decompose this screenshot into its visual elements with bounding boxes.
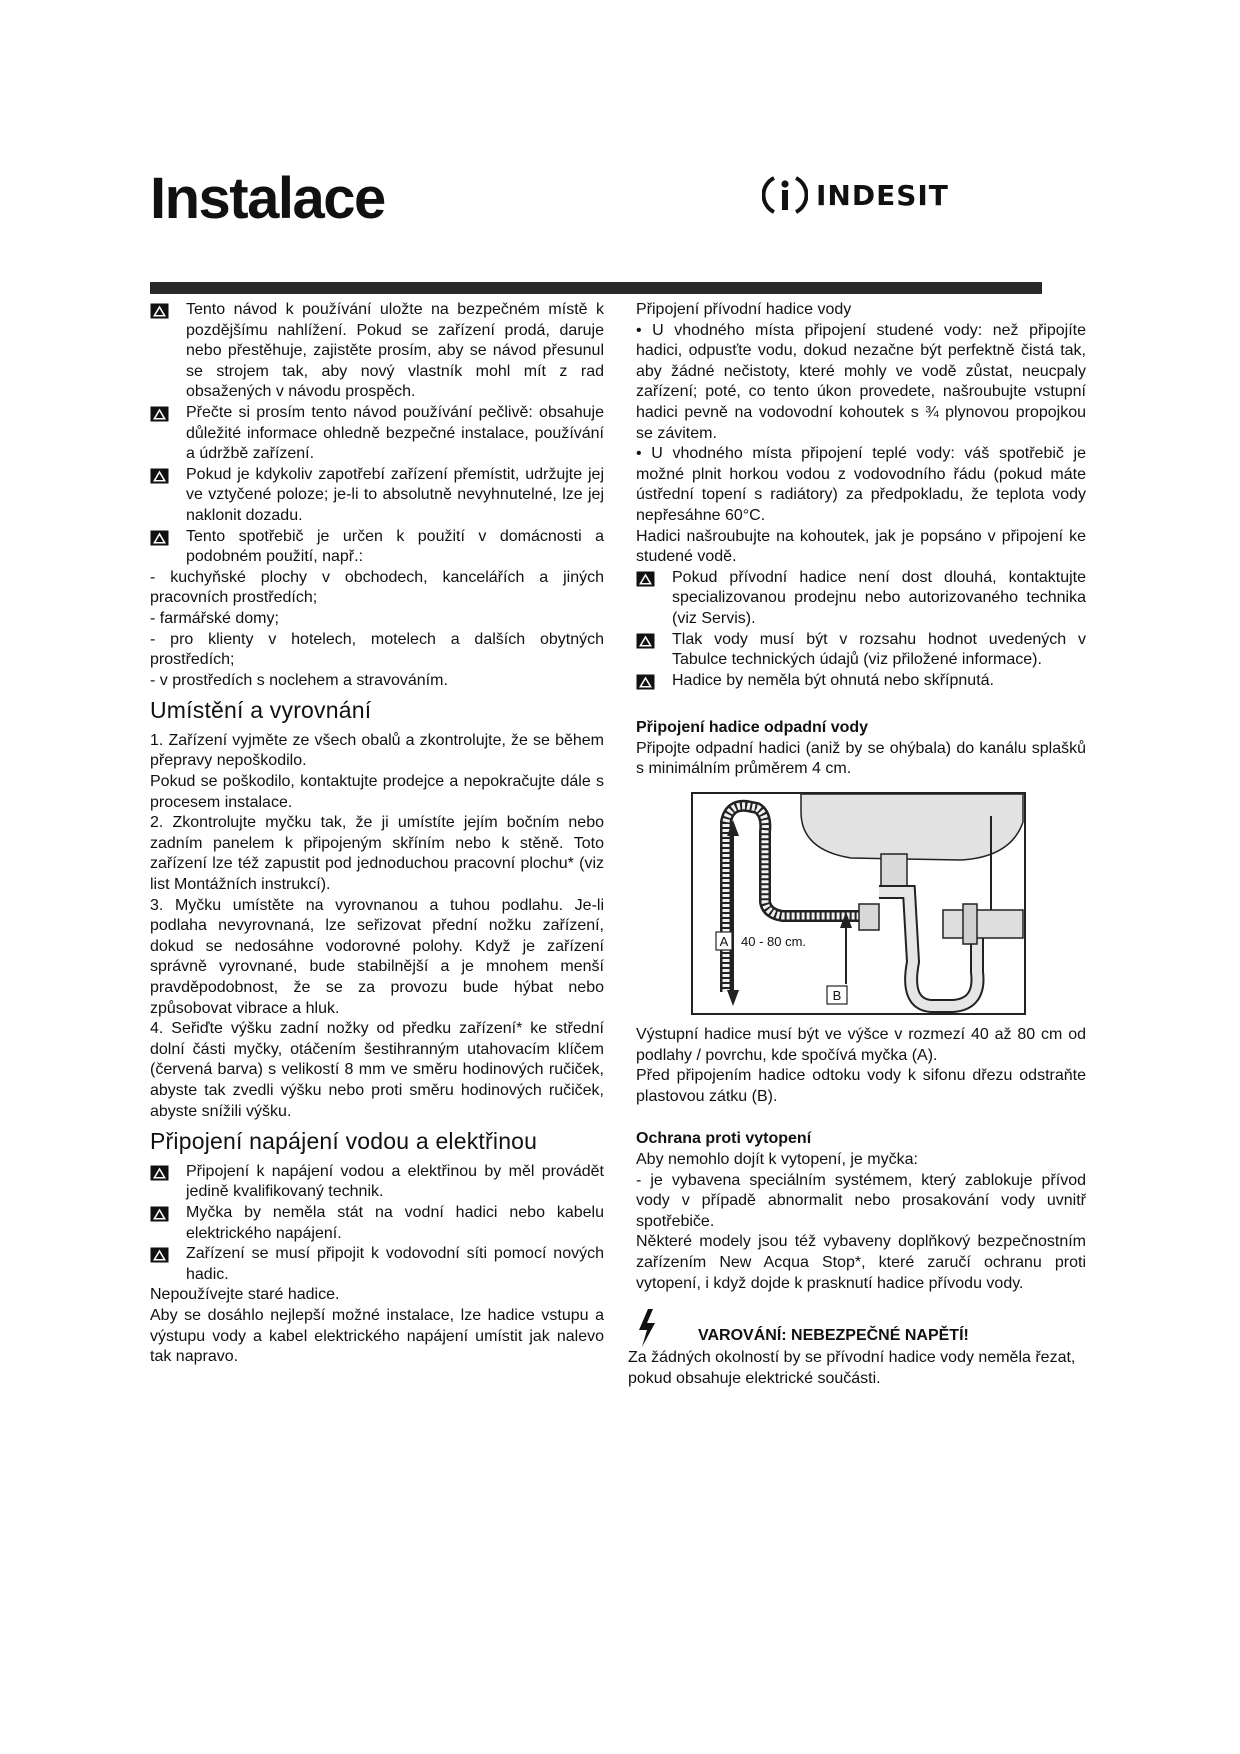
indesit-info-icon (762, 172, 808, 218)
warning-icon (150, 1162, 186, 1188)
warning-icon (150, 1244, 186, 1270)
warning-icon (150, 465, 186, 491)
placement-paragraph: 4. Seřiďte výšku zadní nožky od předku zařízení* ke střední dolní části myčky, otáčením šestihranným utahovacím klíčem (červená barva) s velikostí 8 mm ve směru hodinových ručiček, abyste tak zvedli výšku nebo proti směru hodinových ručiček, abyste snížili výšku. (150, 1020, 604, 1120)
use-list-item: - farmářské domy; (150, 609, 279, 627)
warning-icon (150, 300, 186, 326)
flood-paragraph: - je vybavena speciálním systémem, který zablokuje přívod vody v případě abnormalit nebo prosakování vody uvnitř spotřebiče. (636, 1171, 1086, 1230)
label-a: A (719, 934, 729, 950)
placement-paragraph: 2. Zkontrolujte myčku tak, že ji umístíte jejím bočním nebo zadním panelem k připojeným skříním nebo k stěně. Toto zařízení lze též zapustit pod jednoduchou pracovní plochu* (viz list Montážních instrukcí). (150, 814, 604, 894)
warning-item (636, 568, 1086, 630)
flood-heading: Ochrana proti vytopení (636, 1130, 812, 1148)
inlet-paragraph: Hadici našroubujte na kohoutek, jak je popsáno v připojení ke studené vodě. (636, 527, 1086, 566)
warning-triangle-icon (150, 1206, 169, 1222)
warning-text: Přečte si prosím tento návod používání pečlivě: obsahuje důležité informace ohledně bezpečné instalace, používání a údržbě zařízení. (186, 403, 604, 463)
flood-paragraph: Aby nemohlo dojít k vytopení, je myčka: (636, 1151, 918, 1169)
warning-text: Pokud je kdykoliv zapotřebí zařízení přemístit, udržujte jej ve vztyčené poloze; je-li to absolutně nevyhnutelné, lze jej naklonit dozadu. (186, 465, 604, 524)
warning-item (636, 671, 1086, 697)
warning-triangle-icon (150, 406, 169, 422)
lightning-icon (636, 1308, 658, 1348)
use-list-item: - pro klienty v hotelech, motelech a dalších obytných prostředích; (150, 630, 604, 669)
outlet-heading: Připojení hadice odpadní vody (636, 719, 869, 737)
title-rule (150, 282, 1042, 294)
warning-item (150, 465, 604, 527)
warning-icon (150, 403, 186, 429)
flood-paragraph: Některé modely jsou též vybaveny doplňkový bezpečnostním zařízením New Acqua Stop*, které zaručí ochranu proti vytopení, i když dojde k prasknutí hadice přívodu vody. (636, 1233, 1086, 1292)
voltage-warning (636, 1308, 1086, 1348)
drain-hose-diagram (691, 792, 1026, 1015)
warning-item (150, 1244, 604, 1285)
use-list-item: - kuchyňské plochy v obchodech, kancelářích a jiných pracovních prostředích; (150, 568, 604, 607)
warning-item (150, 527, 604, 568)
inlet-heading: Připojení přívodní hadice vody (636, 301, 852, 318)
connection-paragraph: Nepoužívejte staré hadice. (150, 1286, 340, 1304)
warning-triangle-icon (150, 468, 169, 484)
page-title: Instalace (150, 166, 385, 231)
warning-triangle-icon (150, 530, 169, 546)
outlet-paragraph: Výstupní hadice musí být ve výšce v rozmezí 40 až 80 cm od podlahy / povrchu, kde spočívá myčka (A). (636, 1026, 1086, 1064)
voltage-text: Za žádných okolností by se přívodní hadice vody neměla řezat, pokud obsahuje elektrické součásti. (628, 1349, 1076, 1387)
connection-heading: Připojení napájení vodou a elektřinou (150, 1128, 538, 1155)
range-label: 40 - 80 cm. (741, 934, 807, 950)
warning-icon (636, 568, 672, 594)
warning-triangle-icon (150, 303, 169, 319)
warning-item (150, 1162, 604, 1203)
placement-heading: Umístění a vyrovnání (150, 697, 372, 724)
warning-text: Pokud přívodní hadice není dost dlouhá, kontaktujte specializovanou prodejnu nebo autorizovaného technika (viz Servis). (672, 568, 1086, 627)
warning-text: Připojení k napájení vodou a elektřinou by měl provádět jedině kvalifikovaný technik. (186, 1162, 604, 1201)
warning-item (150, 300, 604, 403)
warning-text: Zařízení se musí připojit k vodovodní síti pomocí nových hadic. (186, 1245, 604, 1283)
warning-triangle-icon (150, 1165, 169, 1181)
warning-icon (636, 671, 672, 697)
inlet-paragraph: • U vhodného místa připojení studené vody: než připojíte hadici, odpusťte vodu, dokud nezačne být perfektně čistá tak, aby žádné nečistoty, které mohly ve vodě zůstat, neucpaly zařízení; poté, co tento úkon provedete, našroubujte vstupní hadici pevně na vodovodní kohoutek s ¾ plynovou propojkou se závitem. (636, 321, 1086, 442)
warning-text: Tento návod k používání uložte na bezpečném místě k pozdějšímu nahlížení. Pokud se zařízení prodá, daruje nebo přestěhuje, zajistěte prosím, aby se návod přesunul se strojem tak, aby nový vlastník mohl mít z rad obsažených v návodu prospěch. (186, 301, 604, 401)
warning-triangle-icon (636, 674, 655, 690)
warning-text: Tento spotřebič je určen k použití v domácnosti a podobném použití, např.: (186, 527, 604, 566)
inlet-paragraph: • U vhodného místa připojení teplé vody: váš spotřebič je možné plnit horkou vodou z vodovodního řádu (pokud máte ústřední topení s radiátory) za předpokladu, že teplota vody nepřesáhne 60°C. (636, 445, 1086, 524)
brand-logo (762, 170, 949, 220)
brand-name: INDESIT (816, 178, 949, 212)
voltage-heading: VAROVÁNÍ: NEBEZPEČNÉ NAPĚTÍ! (698, 1326, 969, 1344)
warning-text: Myčka by neměla stát na vodní hadici nebo kabelu elektrického napájení. (186, 1203, 604, 1242)
connection-paragraph: Aby se dosáhlo nejlepší možné instalace, lze hadice vstupu a výstupu vody a kabel elektrického napájení umístit jak nalevo tak napravo. (150, 1306, 604, 1366)
right-column (628, 300, 1086, 1389)
left-column (150, 300, 604, 1368)
warning-text: Tlak vody musí být v rozsahu hodnot uvedených v Tabulce technických údajů (viz přiložené informace). (672, 630, 1086, 669)
warning-triangle-icon (636, 571, 655, 587)
warning-icon (150, 1203, 186, 1229)
warning-triangle-icon (150, 1247, 169, 1263)
use-list-item: - v prostředích s noclehem a stravováním. (150, 671, 448, 689)
placement-paragraph: Pokud se poškodilo, kontaktujte prodejce a nepokračujte dále s procesem instalace. (150, 773, 604, 811)
warning-item (150, 1203, 604, 1244)
warning-icon (150, 527, 186, 553)
warning-triangle-icon (636, 633, 655, 649)
outlet-paragraph: Před připojením hadice odtoku vody k sifonu dřezu odstraňte plastovou zátku (B). (636, 1067, 1086, 1105)
label-b: B (832, 988, 842, 1004)
warning-icon (636, 630, 672, 656)
placement-paragraph: 1. Zařízení vyjměte ze všech obalů a zkontrolujte, že se během přepravy nepoškodilo. (150, 731, 604, 770)
warning-item (636, 630, 1086, 671)
warning-text: Hadice by neměla být ohnutá nebo skřípnutá. (672, 671, 994, 689)
outlet-intro: Připojte odpadní hadici (aniž by se ohýbala) do kanálu splašků s minimálním průměrem 4 cm. (636, 739, 1086, 778)
placement-paragraph: 3. Myčku umístěte na vyrovnanou a tuhou podlahu. Je-li podlaha nevyrovnaná, lze seřizovat přední nožku zařízení, dokud se nedosáhne vodorovné polohy. Když je zařízení správně vyrovnané, bude stabilnější a je mnohem menší pravděpodobnost, že se za provozu bude hýbat nebo způsobovat vibrace a hluk. (150, 896, 604, 1017)
warning-item (150, 403, 604, 465)
